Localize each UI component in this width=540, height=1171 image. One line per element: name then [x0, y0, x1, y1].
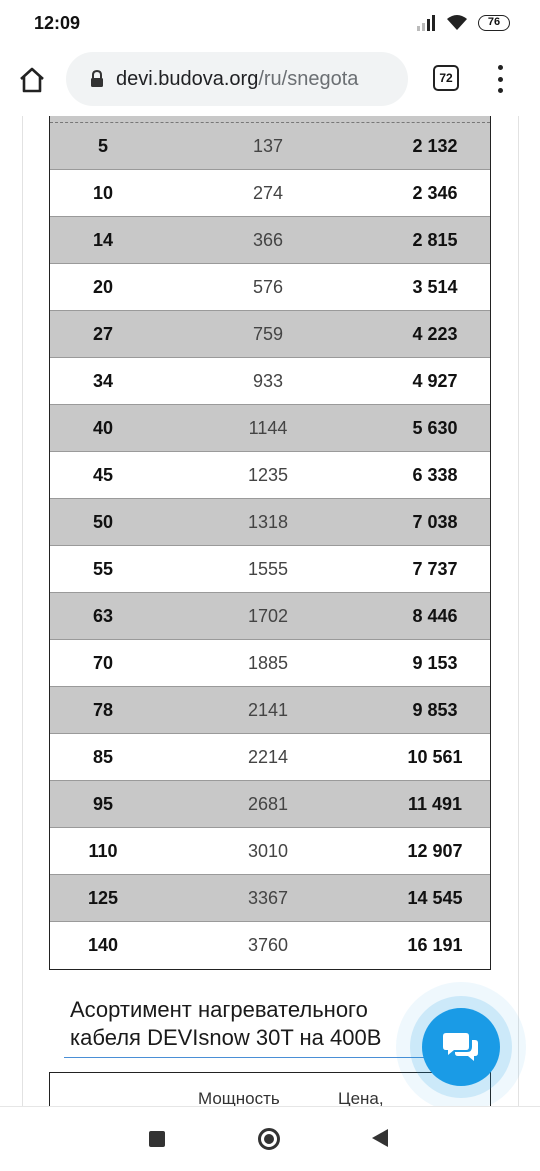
nav-bar — [0, 1106, 540, 1171]
table-cell-c1: 50 — [92, 511, 114, 532]
table-row — [50, 123, 490, 170]
table-row — [50, 264, 490, 311]
url-bar[interactable] — [66, 52, 408, 106]
table-cell-c3: 2 815 — [412, 229, 458, 250]
table-row — [50, 640, 490, 687]
table-cell-c1: 20 — [92, 276, 114, 297]
table-cell-c2: 2214 — [247, 746, 289, 767]
battery-icon — [478, 15, 510, 31]
table-row — [50, 217, 490, 264]
section-title — [70, 996, 450, 1052]
status-icons — [416, 14, 510, 31]
table-row — [50, 452, 490, 499]
table-row — [50, 593, 490, 640]
table-cell-c2: 2141 — [247, 699, 289, 720]
header-price: Цена, — [338, 1089, 384, 1106]
table-row — [50, 499, 490, 546]
recents-icon[interactable] — [149, 1131, 165, 1147]
table-cell-c2: 933 — [252, 370, 284, 391]
table-cell-c3: 2 132 — [412, 135, 458, 156]
table-cell-c3: 11 491 — [407, 793, 463, 814]
table-cell-c1: 70 — [92, 652, 114, 673]
tab-count: 72 — [439, 71, 453, 85]
table-cell-c1: 40 — [92, 417, 114, 438]
table-cell-c1: 78 — [92, 699, 114, 720]
table-cell-c2: 1555 — [247, 558, 289, 579]
table-cell-c3: 5 630 — [412, 417, 458, 438]
home-icon — [18, 67, 46, 93]
wifi-icon — [446, 14, 468, 31]
table-cell-c3: 9 153 — [412, 652, 458, 673]
table-cell-c1: 55 — [92, 558, 114, 579]
back-icon[interactable] — [372, 1129, 388, 1147]
tab-switcher-icon[interactable] — [433, 65, 459, 91]
section-title-line2: кабеля DEVIsnow 30T на 400В — [70, 1025, 382, 1050]
table-row — [50, 405, 490, 452]
table-cell-c3: 6 338 — [412, 464, 458, 485]
page-border-left — [22, 116, 23, 1106]
table-cell-c2: 1318 — [247, 511, 289, 532]
table-cell-c2: 1702 — [247, 605, 289, 626]
section-title-line1: Асортимент нагревательного — [70, 997, 368, 1022]
table-cell-c2: 3010 — [247, 840, 289, 861]
page-content[interactable] — [0, 116, 540, 1106]
table-cell-c1: 14 — [92, 229, 114, 250]
title-underline — [64, 1057, 434, 1058]
table-cell-c3: 10 561 — [407, 746, 463, 767]
table-cell-c3: 2 346 — [412, 182, 458, 203]
table-cell-c1: 85 — [92, 746, 114, 767]
url-path: /ru/snegota — [258, 67, 359, 90]
table-cell-c3: 4 223 — [412, 323, 458, 344]
table-row — [50, 734, 490, 781]
table-row — [50, 687, 490, 734]
url-text[interactable] — [116, 68, 358, 91]
table-cell-c1: 34 — [92, 370, 114, 391]
table-cell-c2: 1144 — [248, 417, 288, 438]
table-cell-c1: 45 — [92, 464, 114, 485]
table-cell-c2: 366 — [252, 229, 284, 250]
table-cell-c1: 5 — [97, 135, 108, 156]
table-row — [50, 170, 490, 217]
table-cell-c3: 8 446 — [412, 605, 458, 626]
table-cell-c3: 14 545 — [407, 887, 463, 908]
table-cell-c1: 27 — [92, 323, 114, 344]
chat-button[interactable] — [422, 1008, 500, 1086]
battery-level: 76 — [487, 16, 501, 28]
chat-icon — [442, 1030, 480, 1064]
table-row — [50, 828, 490, 875]
menu-icon[interactable] — [490, 62, 510, 96]
table-cell-c1: 95 — [92, 793, 114, 814]
table-row — [50, 875, 490, 922]
page-border-right — [518, 116, 519, 1106]
nav-home-icon[interactable] — [258, 1128, 280, 1150]
table-cell-c2: 2681 — [247, 793, 289, 814]
table-cell-c3: 4 927 — [412, 370, 458, 391]
table-cell-c2: 137 — [252, 135, 284, 156]
table-cell-c1: 110 — [88, 840, 118, 861]
status-time: 12:09 — [34, 13, 81, 33]
table-cell-c1: 10 — [92, 182, 114, 203]
lock-icon — [90, 70, 104, 88]
table-cell-c3: 16 191 — [407, 935, 463, 955]
signal-icon — [416, 15, 436, 31]
home-button[interactable] — [14, 62, 50, 98]
table-cell-c3: 12 907 — [407, 840, 463, 861]
table-cell-c1: 140 — [87, 935, 119, 955]
status-bar — [0, 0, 540, 48]
table-row — [50, 311, 490, 358]
table-cell-c3: 7 737 — [412, 558, 458, 579]
header-power: Мощность — [198, 1089, 280, 1106]
browser-toolbar — [0, 48, 540, 112]
table-cell-c3: 3 514 — [412, 276, 458, 297]
url-host: devi.budova.org — [116, 67, 259, 90]
table-cell-c2: 759 — [252, 323, 284, 344]
table-row — [50, 781, 490, 828]
table-row — [50, 358, 490, 405]
table-row — [50, 922, 490, 969]
table-cell-c3: 9 853 — [412, 699, 458, 720]
table-cell-c2: 274 — [252, 182, 284, 203]
table-row-partial — [50, 116, 490, 123]
table-cell-c2: 576 — [252, 276, 284, 297]
table-cell-c2: 1885 — [247, 652, 289, 673]
assortment-table — [49, 1072, 491, 1106]
price-table — [49, 116, 491, 970]
table-cell-c2: 3367 — [247, 887, 289, 908]
table-cell-c1: 63 — [92, 605, 114, 626]
table-cell-c1: 125 — [87, 887, 119, 908]
table-cell-c2: 1235 — [247, 464, 289, 485]
table-cell-c3: 7 038 — [412, 511, 458, 532]
table-cell-c2: 3760 — [247, 935, 289, 955]
table-row — [50, 546, 490, 593]
